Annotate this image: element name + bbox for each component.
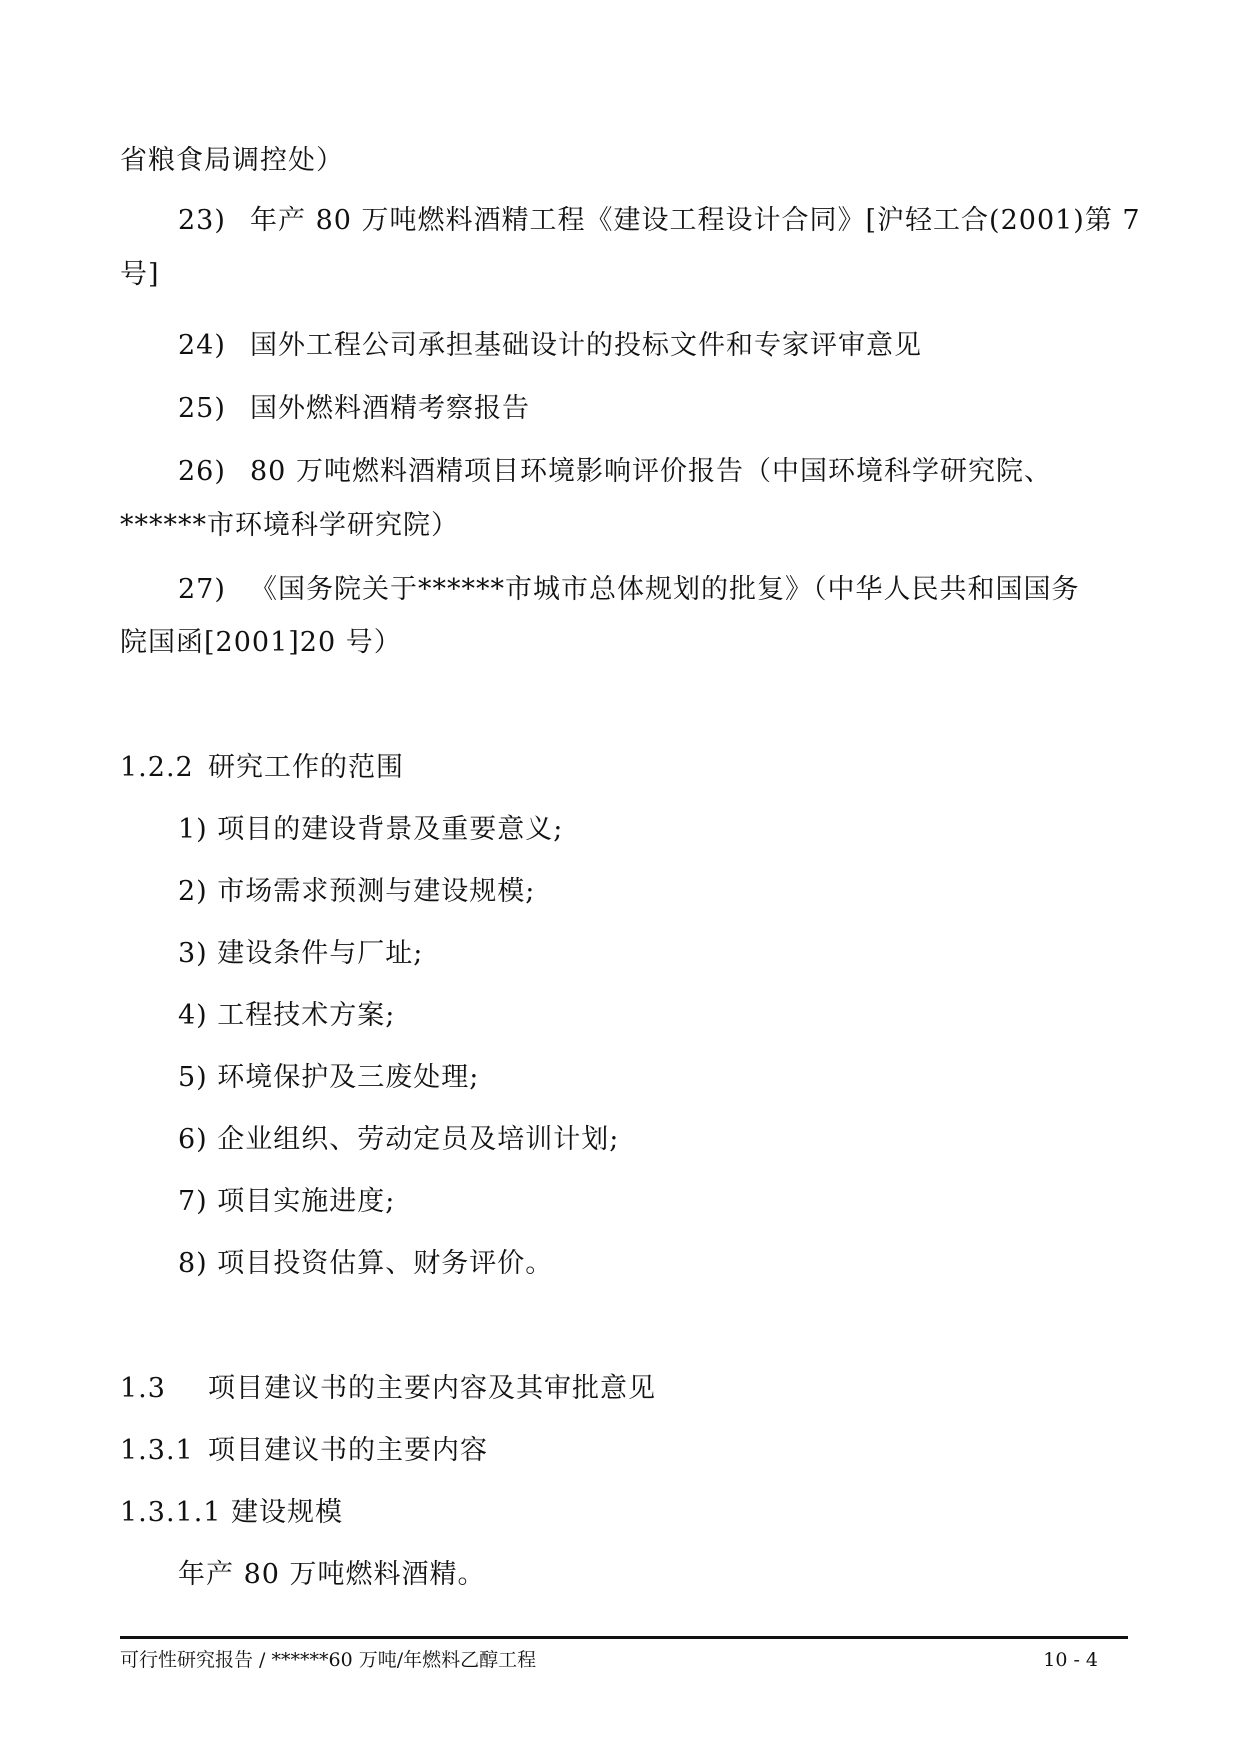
body-paragraph: 年产 80 万吨燃料酒精。 — [178, 1559, 486, 1590]
reference-text: 《国务院关于******市城市总体规划的批复》（中华人民共和国国务 — [250, 574, 1080, 605]
scope-item-7: 7) 项目实施进度; — [178, 1186, 396, 1217]
reference-number: 24) — [178, 330, 226, 361]
reference-number: 26) — [178, 456, 226, 487]
reference-item-26 — [178, 456, 1052, 488]
section-heading-1-2-2 — [120, 752, 404, 784]
section-number: 1.2.2 — [120, 752, 194, 783]
reference-item-26-cont: ******市环境科学研究院） — [120, 510, 459, 541]
reference-number: 25) — [178, 393, 226, 424]
reference-text: 国外工程公司承担基础设计的投标文件和专家评审意见 — [250, 330, 922, 361]
scope-item-4: 4) 工程技术方案; — [178, 1000, 396, 1031]
scope-item-8: 8) 项目投资估算、财务评价。 — [178, 1248, 554, 1279]
reference-text: 国外燃料酒精考察报告 — [250, 393, 530, 424]
scope-item-2: 2) 市场需求预测与建设规模; — [178, 876, 536, 907]
reference-item-24 — [178, 330, 922, 362]
section-heading-1-3-1-1: 1.3.1.1 建设规模 — [120, 1497, 344, 1528]
reference-number: 27) — [178, 574, 226, 605]
scope-item-3: 3) 建设条件与厂址; — [178, 938, 424, 969]
section-number: 1.3.1 — [120, 1435, 194, 1466]
footer-title: 可行性研究报告 / ******60 万吨/年燃料乙醇工程 — [120, 1649, 537, 1671]
reference-item-23 — [178, 205, 1141, 237]
reference-number: 23) — [178, 205, 226, 236]
scope-item-1: 1) 项目的建设背景及重要意义; — [178, 814, 564, 845]
page-number: 10 - 4 — [1043, 1649, 1098, 1671]
section-title: 项目建议书的主要内容 — [208, 1435, 488, 1466]
continuation-text: 省粮食局调控处） — [120, 145, 344, 176]
reference-item-27 — [178, 574, 1080, 606]
section-heading-1-3-1 — [120, 1435, 488, 1467]
section-heading-1-3 — [120, 1373, 656, 1405]
section-title: 项目建议书的主要内容及其审批意见 — [208, 1373, 656, 1404]
reference-item-23-cont: 号] — [120, 259, 160, 290]
reference-text: 80 万吨燃料酒精项目环境影响评价报告（中国环境科学研究院、 — [250, 456, 1052, 487]
scope-item-6: 6) 企业组织、劳动定员及培训计划; — [178, 1124, 620, 1155]
section-title: 研究工作的范围 — [208, 752, 404, 783]
reference-item-25 — [178, 393, 530, 425]
scope-item-5: 5) 环境保护及三废处理; — [178, 1062, 480, 1093]
reference-text: 年产 80 万吨燃料酒精工程《建设工程设计合同》[沪轻工合(2001)第 7 — [250, 205, 1141, 236]
footer-divider — [120, 1636, 1128, 1639]
reference-item-27-cont: 院国函[2001]20 号） — [120, 627, 402, 658]
section-number: 1.3 — [120, 1373, 166, 1404]
